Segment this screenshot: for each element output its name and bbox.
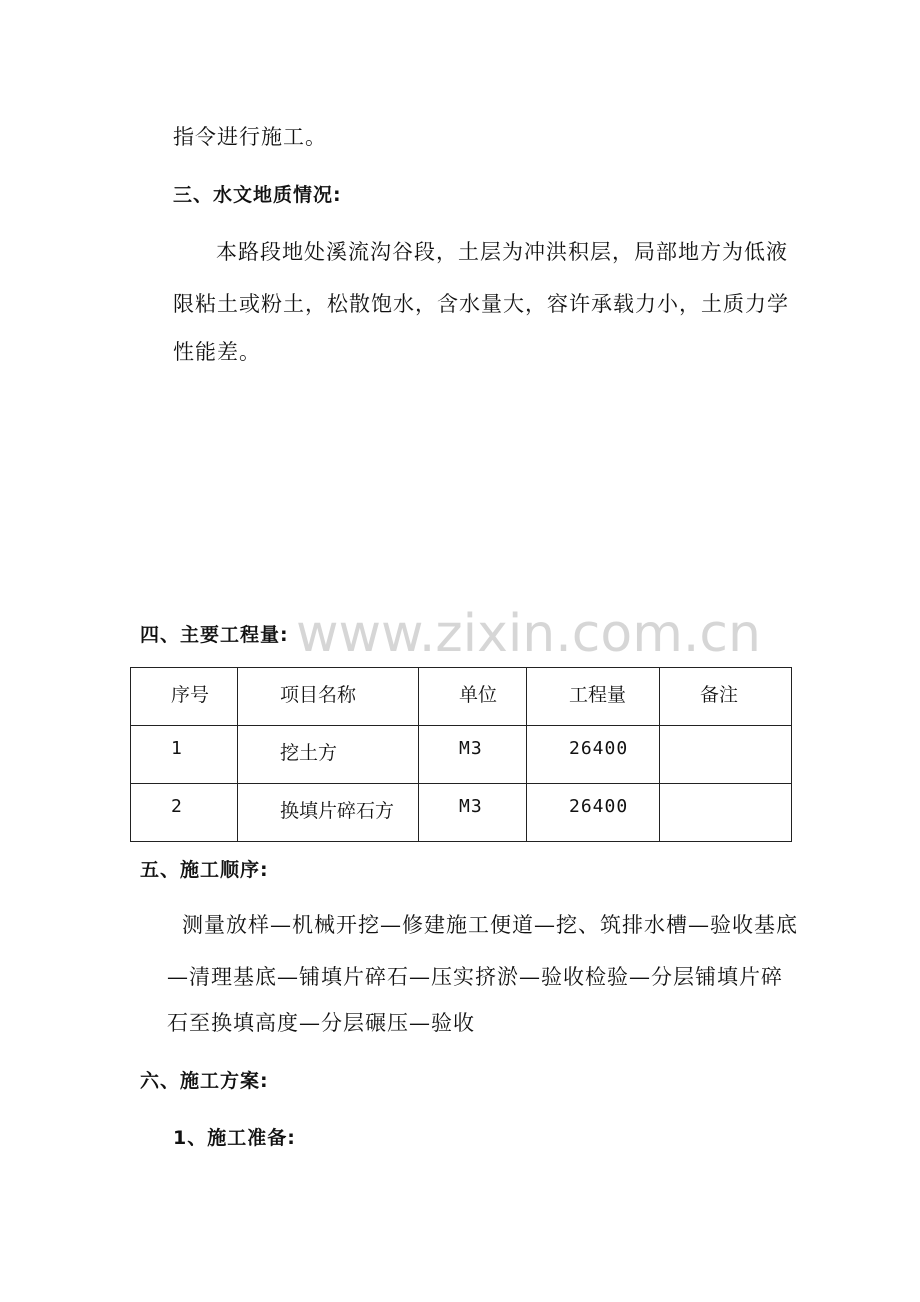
col-header-quantity: 工程量 (527, 668, 660, 726)
table-header-row (131, 668, 792, 726)
section-3-line-3: 性能差。 (173, 340, 261, 364)
col-header-item: 项目名称 (238, 668, 419, 726)
section-3-line-2: 限粘土或粉土，松散饱水，含水量大，容许承载力小，土质力学 (173, 292, 789, 316)
col-header-remarks: 备注 (660, 668, 792, 726)
table-row (131, 726, 792, 784)
section-4-heading: 四、主要工程量: (140, 624, 289, 646)
cell-quantity: 26400 (527, 784, 660, 842)
cell-index: 1 (131, 726, 238, 784)
section-3-line-1: 本路段地处溪流沟谷段，土层为冲洪积层，局部地方为低液 (216, 240, 788, 264)
quantity-table (130, 667, 792, 842)
cell-remarks (660, 726, 792, 784)
section-6-heading: 六、施工方案: (140, 1070, 269, 1092)
cell-item: 换填片碎石方 (238, 784, 419, 842)
section-5-line-3: 石至换填高度—分层碾压—验收 (167, 1011, 475, 1035)
section-5-line-2: —清理基底—铺填片碎石—压实挤淤—验收检验—分层铺填片碎 (167, 965, 783, 989)
section-3-heading: 三、水文地质情况: (173, 184, 342, 206)
col-header-index: 序号 (131, 668, 238, 726)
section-5-line-1: 测量放样—机械开挖—修建施工便道—挖、筑排水槽—验收基底 (182, 913, 798, 937)
cell-unit: M3 (419, 726, 527, 784)
cell-remarks (660, 784, 792, 842)
cell-item: 挖土方 (238, 726, 419, 784)
section-6-sub-1: 1、施工准备: (173, 1127, 296, 1149)
cell-unit: M3 (419, 784, 527, 842)
table-row (131, 784, 792, 842)
section-5-heading: 五、施工顺序: (140, 859, 269, 881)
cell-quantity: 26400 (527, 726, 660, 784)
col-header-unit: 单位 (419, 668, 527, 726)
cell-index: 2 (131, 784, 238, 842)
watermark: www.zixin.com.cn (296, 604, 761, 664)
paragraph-tail: 指令进行施工。 (173, 125, 327, 149)
